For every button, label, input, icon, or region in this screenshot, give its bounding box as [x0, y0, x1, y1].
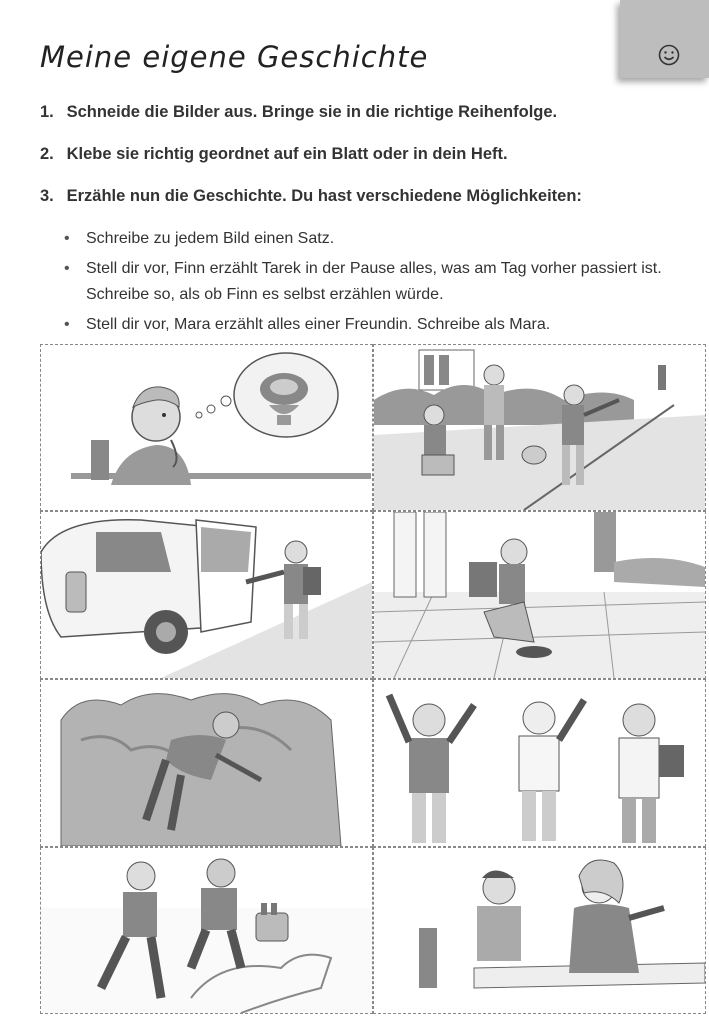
scene-bushes-illustration: [41, 680, 372, 846]
corner-tab: [620, 0, 709, 78]
scene-teacher-illustration: [374, 848, 705, 1013]
scene-greeting-illustration: [374, 680, 705, 846]
task-number: 3.: [40, 187, 54, 205]
smiley-icon: [658, 44, 680, 66]
task-3: [40, 187, 582, 206]
scene-chalk-drawing-illustration: [41, 848, 372, 1013]
list-item: • Stell dir vor, Mara erzählt alles einer Freundin. Schreibe als Mara.: [62, 312, 662, 338]
picture-panel[interactable]: [373, 847, 706, 1014]
task-number: 1.: [40, 103, 54, 121]
scene-car-illustration: [41, 512, 372, 678]
task-text: Klebe sie richtig geordnet auf ein Blatt oder in dein Heft.: [66, 145, 508, 163]
task-number: 2.: [40, 145, 54, 163]
picture-panel[interactable]: [40, 511, 373, 679]
task-2: [40, 145, 508, 164]
picture-panel[interactable]: [40, 344, 373, 511]
picture-grid: [40, 344, 706, 1014]
picture-panel[interactable]: [40, 847, 373, 1014]
page-title: Meine eigene Geschichte: [40, 40, 429, 74]
options-list: [62, 226, 662, 342]
task-text: Schneide die Bilder aus. Bringe sie in die richtige Reihenfolge.: [66, 103, 558, 121]
scene-tying-shoe-illustration: [374, 512, 705, 678]
picture-panel[interactable]: [40, 679, 373, 847]
picture-panel[interactable]: [373, 344, 706, 511]
picture-panel[interactable]: [373, 511, 706, 679]
task-1: [40, 103, 557, 122]
list-item: • Stell dir vor, Finn erzählt Tarek in der Pause alles, was am Tag vorher passiert ist. Schreibe so, als ob Finn es selbst erzählen würde.: [62, 256, 662, 308]
list-item: • Schreibe zu jedem Bild einen Satz.: [62, 226, 662, 252]
picture-panel[interactable]: [373, 679, 706, 847]
scene-boy-thinking-illustration: [41, 345, 372, 510]
task-text: Erzähle nun die Geschichte. Du hast verschiedene Möglichkeiten:: [66, 187, 582, 205]
scene-way-to-school-illustration: [374, 345, 705, 510]
